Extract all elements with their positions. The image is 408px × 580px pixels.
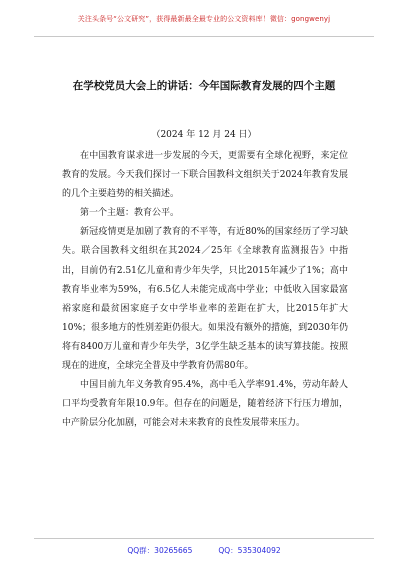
document-title: 在学校党员大会上的讲话：今年国际教育发展的四个主题 <box>72 80 336 92</box>
footer <box>0 545 408 556</box>
footer-qq-group: QQ群：30265665 <box>127 546 193 555</box>
paragraph-china: 中国目前九年义务教育95.4%，高中毛入学率91.4%，劳动年龄人口平均受教育年限10.9年。但存在的问题是，随着经济下行压力增加，中产阶层分化加剧，可能会对未来教育的良性发展带来压力。 <box>62 380 348 429</box>
header-divider <box>34 36 374 37</box>
paragraph-theme-heading: 第一个主题：教育公平。 <box>80 208 180 219</box>
paragraph-intro: 在中国教育谋求进一步发展的今天，更需要有全球化视野，来定位教育的发展。今天我们探讨一下联合国教科文组织关于2024年教育发展的几个主要趋势的相关描述。 <box>62 151 348 200</box>
document-date: （2024 年 12 月 24 日） <box>151 130 257 140</box>
paragraph-equity: 新冠疫情更是加剧了教育的不平等，有近80%的国家经历了学习缺失。联合国教科文组织在其2024／25年《全球教育监测报告》中指出，目前仍有2.51亿儿童和青少年失学，只比2015年减少了1%；高中教育毕业率为59%，有6.5亿人未能完成高中学业；中低收入国家最富裕家庭和最贫困家庭子女中学毕业率的差距在扩大，比2015年扩大10%；很多地方的性别差距仍很大。如果没有额外的措施，到2030年仍将有8400万儿童和青少年失学，3亿学生缺乏基本的读写算技能。按照现在的进度，全球完全普及中学教育仍需80年。 <box>62 227 348 372</box>
header-banner: 关注头条号“公文研究”，获得最新最全最专业的公文资料库！微信：gongwenyj <box>77 15 331 23</box>
footer-qq-contact: QQ：535304092 <box>218 546 281 555</box>
footer-divider <box>34 538 374 539</box>
document-body <box>62 147 348 433</box>
